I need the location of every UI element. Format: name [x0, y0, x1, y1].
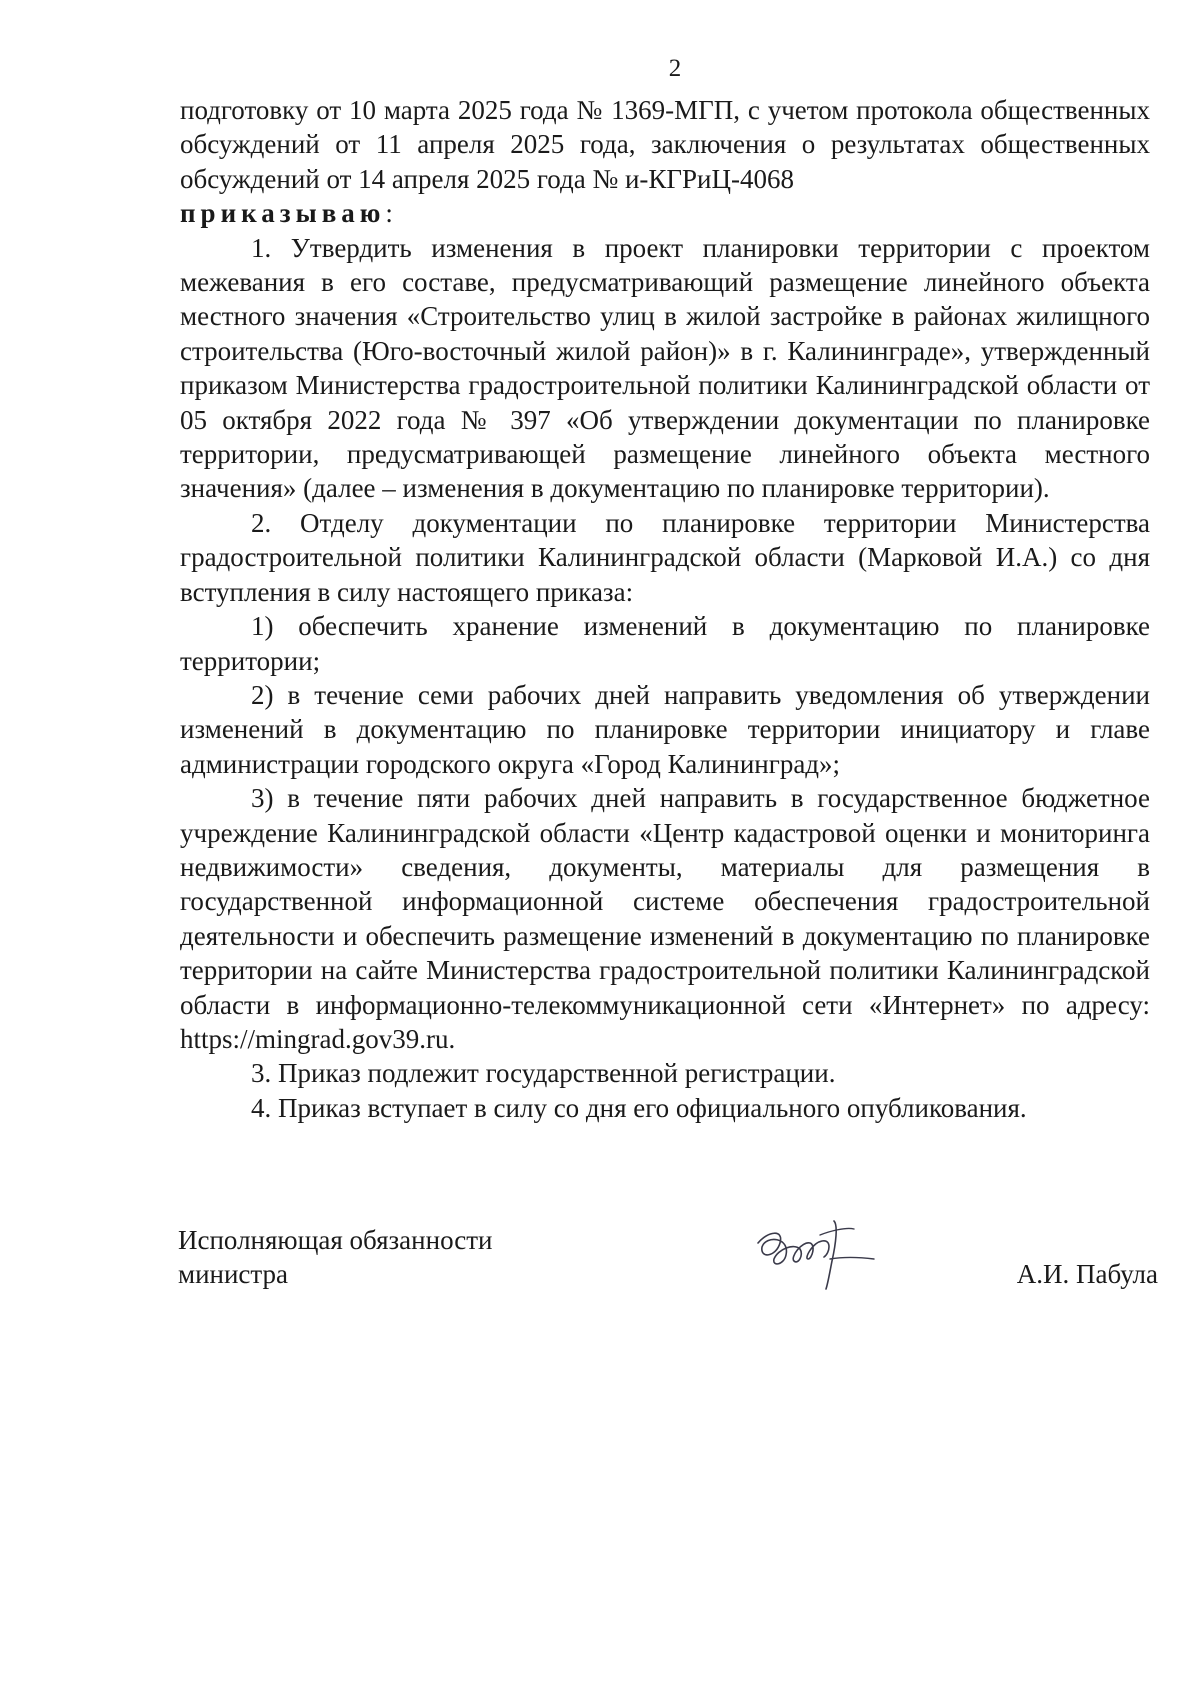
document-body: [180, 93, 1150, 1125]
signature-block: [178, 1223, 1158, 1313]
paragraph-item-2-3: 3) в течение пяти рабочих дней направить в государственное бюджетное учреждение Калининградской области «Центр кадастровой оценки и мониторинга недвижимости» сведения, документы, материалы для размещения в государственной информационной системе обеспечения градостроительной деятельности и обеспечить размещение изменений в документацию по планировке территории на сайте Министерства градостроительной политики Калининградской области в информационно-телекоммуникационной сети «Интернет» по адресу: https://mingrad.gov39.ru.: [180, 783, 1150, 1054]
signatory-name: А.И. Пабула: [1016, 1259, 1158, 1289]
signatory-title: [178, 1223, 492, 1291]
paragraph-intro: [180, 93, 1150, 196]
paragraph-item-1: 1. Утвердить изменения в проект планировки территории с проектом межевания в его составе, предусматривающий размещение линейного объекта местного значения «Строительство улиц в жилой застройке в районах жилищного строительства (Юго-восточный жилой район)» в г. Калининграде», утвержденный приказом Министерства градостроительной политики Калининградской области от 05 октября 2022 года № 397 «Об утверждении документации по планировке территории, предусматривающей размещение линейного объекта местного значения» (далее – изменения в документацию по планировке территории).: [180, 232, 1150, 504]
page-number: 2: [668, 55, 682, 82]
handwritten-signature: [750, 1213, 880, 1293]
signatory-title-line2: министра: [178, 1259, 289, 1289]
order-line: [180, 196, 1150, 230]
signatory-title-line1: Исполняющая обязанности: [178, 1225, 493, 1255]
paragraph-item-2-2: 2) в течение семи рабочих дней направить уведомления об утверждении изменений в документацию по планировке территории инициатору и главе администрации городского округа «Город Калининград»;: [180, 679, 1150, 779]
paragraph-item-3: 3. Приказ подлежит государственной регистрации.: [251, 1058, 836, 1089]
order-word: приказываю: [180, 198, 386, 229]
paragraph-item-4: 4. Приказ вступает в силу со дня его официального опубликования.: [251, 1092, 1027, 1123]
order-colon: :: [385, 198, 393, 229]
intro-text: подготовку от 10 марта 2025 года № 1369-МГП, с учетом протокола общественных обсуждений от 11 апреля 2025 года, заключения о результатах общественных обсуждений от 14 апреля 2025 года № и-КГРиЦ-4068: [180, 95, 1150, 194]
paragraph-item-2-1: 1) обеспечить хранение изменений в документацию по планировке территории;: [180, 611, 1150, 676]
paragraph-item-2: 2. Отделу документации по планировке территории Министерства градостроительной политики Калининградской области (Марковой И.А.) со дня вступления в силу настоящего приказа:: [180, 507, 1150, 607]
